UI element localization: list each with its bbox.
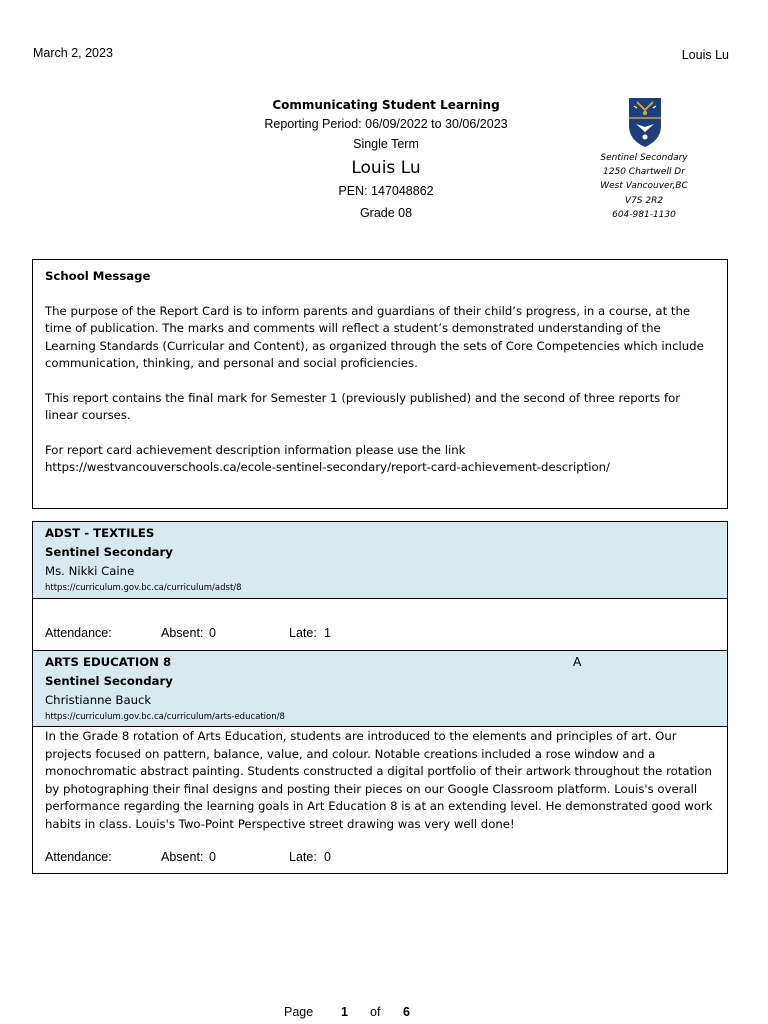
school-postal: V7S 2R2 <box>624 195 664 206</box>
absent-label: Absent: <box>161 850 204 864</box>
student-name: Louis Lu <box>351 158 421 178</box>
school-street: 1250 Chartwell Dr <box>603 167 685 178</box>
late-count: 1 <box>324 626 331 640</box>
school-city: West Vancouver,BC <box>600 181 688 192</box>
course-name: ADST - TEXTILES <box>45 526 155 540</box>
student-name-top: Louis Lu <box>681 48 729 62</box>
grade: Grade 08 <box>359 206 413 220</box>
page-label: Page <box>284 1005 314 1019</box>
course-body <box>33 727 727 875</box>
late-label: Late: <box>289 626 317 640</box>
school-name: Sentinel Secondary <box>600 153 688 163</box>
page-total: 6 <box>403 1005 410 1019</box>
school-message-link-intro: For report card achievement description information please use the link <box>45 442 466 457</box>
school-message-box <box>32 259 728 509</box>
school-message-title: School Message <box>45 269 151 283</box>
report-title: Communicating Student Learning <box>272 98 500 112</box>
course-header <box>33 522 727 599</box>
school-message-purpose: The purpose of the Report Card is to inform parents and guardians of their child’s progress, in a course, at the time of publication. The marks and comments will reflect a student’s demonstrated understanding of the Learning Standards (Curricular and Content), as organized through the sets of Core Competencies which include communication, thinking, and personal and social proficiencies. <box>45 303 704 370</box>
curriculum-link[interactable]: https://curriculum.gov.bc.ca/curriculum/arts-education/8 <box>45 712 285 722</box>
course-name: ARTS EDUCATION 8 <box>45 655 172 669</box>
curriculum-link[interactable]: https://curriculum.gov.bc.ca/curriculum/adst/8 <box>45 583 242 593</box>
absent-count: 0 <box>209 626 216 640</box>
absent-count: 0 <box>209 850 216 864</box>
report-date: March 2, 2023 <box>33 46 113 60</box>
reporting-period: Reporting Period: 06/09/2022 to 30/06/2023 <box>264 117 508 131</box>
school-message-contents: This report contains the final mark for Semester 1 (previously published) and the second of three reports for linear courses. <box>45 390 681 422</box>
school-phone: 604-981-1130 <box>612 209 676 220</box>
course-body <box>33 599 727 650</box>
late-label: Late: <box>289 850 317 864</box>
course-header <box>33 650 727 727</box>
of-label: of <box>370 1005 381 1019</box>
achievement-description-link[interactable]: https://westvancouverschools.ca/ecole-sentinel-secondary/report-card-achievement-description/ <box>45 460 610 474</box>
course-comment: In the Grade 8 rotation of Arts Education, students are introduced to the elements and principles of art. Our projects focused on pattern, balance, value, and colour. Notable creations included a rose window and a monochromatic abstract painting. Students constructed a digital portfolio of their artwork throughout the rotation by photographing their final designs and posting their pieces on our Google Classroom platform. Louis's overall performance regarding the learning goals in Art Education 8 is at an extending level. He demonstrated good work habits in class. Louis's Two-Point Perspective street drawing was very well done! <box>45 729 713 831</box>
school-address-block <box>584 151 704 222</box>
school-crest-logo <box>626 96 664 148</box>
page-number: 1 <box>341 1005 348 1019</box>
term: Single Term <box>353 137 419 151</box>
absent-label: Absent: <box>161 626 204 640</box>
courses-table <box>32 521 728 874</box>
course-school: Sentinel Secondary <box>45 674 173 688</box>
course-teacher: Ms. Nikki Caine <box>45 564 135 578</box>
course-mark: A <box>573 655 582 669</box>
attendance-label: Attendance: <box>45 850 112 864</box>
course-school: Sentinel Secondary <box>45 545 173 559</box>
pen-number: PEN: 147048862 <box>338 184 434 198</box>
attendance-label: Attendance: <box>45 626 112 640</box>
course-teacher: Christianne Bauck <box>45 693 152 707</box>
late-count: 0 <box>324 850 331 864</box>
